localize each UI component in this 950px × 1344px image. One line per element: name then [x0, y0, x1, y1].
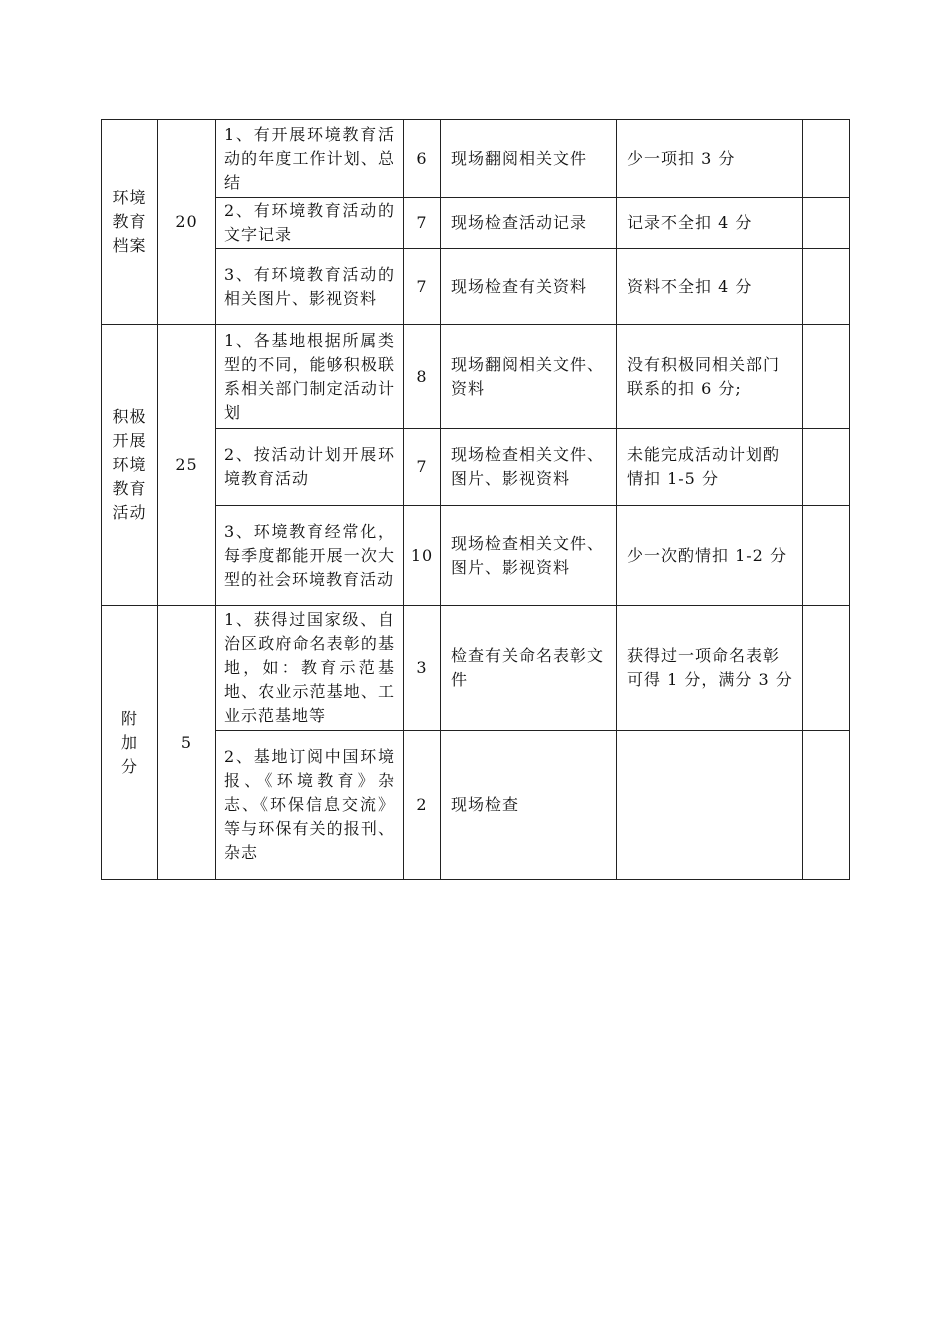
- check-method: 现场检查有关资料: [441, 249, 617, 325]
- item-text: 2、按活动计划开展环境教育活动: [216, 429, 404, 506]
- category-line: 教育: [112, 212, 147, 231]
- check-method: 检查有关命名表彰文件: [441, 606, 617, 731]
- table-row: [102, 120, 850, 198]
- category-line: 分: [120, 756, 138, 776]
- section-score: 25: [158, 325, 216, 606]
- item-text: 1、有开展环境教育活动的年度工作计划、总结: [216, 120, 404, 198]
- item-points: 6: [404, 120, 441, 198]
- deduction-rule: [617, 731, 803, 880]
- item-text: 2、基地订阅中国环境报、《环境教育》杂志、《环保信息交流》等与环保有关的报刊、杂志: [216, 731, 404, 880]
- category-cell: [102, 325, 158, 606]
- deduction-rule: 未能完成活动计划酌情扣 1-5 分: [617, 429, 803, 506]
- check-method: 现场检查相关文件、图片、影视资料: [441, 506, 617, 606]
- section-score: 20: [158, 120, 216, 325]
- category-line: 附: [120, 708, 138, 728]
- remark-cell: [803, 429, 850, 506]
- deduction-rule: 获得过一项命名表彰可得 1 分，满分 3 分: [617, 606, 803, 731]
- category-cell: [102, 120, 158, 325]
- category-line: 开展: [112, 431, 147, 450]
- check-method: 现场翻阅相关文件: [441, 120, 617, 198]
- deduction-rule: 少一次酌情扣 1-2 分: [617, 506, 803, 606]
- category-line: 环境: [112, 188, 147, 207]
- remark-cell: [803, 506, 850, 606]
- scoring-table: [101, 119, 850, 880]
- remark-cell: [803, 325, 850, 429]
- item-points: 2: [404, 731, 441, 880]
- check-method: 现场检查: [441, 731, 617, 880]
- category-line: 教育: [112, 479, 147, 498]
- remark-cell: [803, 249, 850, 325]
- remark-cell: [803, 120, 850, 198]
- category-line: 档案: [112, 236, 147, 255]
- check-method: 现场检查活动记录: [441, 198, 617, 249]
- item-text: 3、环境教育经常化，每季度都能开展一次大型的社会环境教育活动: [216, 506, 404, 606]
- remark-cell: [803, 731, 850, 880]
- item-points: 3: [404, 606, 441, 731]
- item-text: 1、各基地根据所属类型的不同，能够积极联系相关部门制定活动计划: [216, 325, 404, 429]
- table-row: [102, 325, 850, 429]
- item-points: 7: [404, 249, 441, 325]
- section-score: 5: [158, 606, 216, 880]
- deduction-rule: 没有积极同相关部门联系的扣 6 分;: [617, 325, 803, 429]
- category-line: 加: [120, 732, 138, 752]
- deduction-rule: 记录不全扣 4 分: [617, 198, 803, 249]
- remark-cell: [803, 606, 850, 731]
- item-points: 7: [404, 198, 441, 249]
- category-line: 积极: [112, 407, 147, 426]
- category-cell: [102, 606, 158, 880]
- item-points: 7: [404, 429, 441, 506]
- item-points: 8: [404, 325, 441, 429]
- deduction-rule: 少一项扣 3 分: [617, 120, 803, 198]
- check-method: 现场检查相关文件、图片、影视资料: [441, 429, 617, 506]
- category-line: 环境: [112, 455, 147, 474]
- item-text: 3、有环境教育活动的相关图片、影视资料: [216, 249, 404, 325]
- item-text: 1、获得过国家级、自治区政府命名表彰的基地，如：教育示范基地、农业示范基地、工业示范基地等: [216, 606, 404, 731]
- category-line: 活动: [112, 503, 147, 522]
- check-method: 现场翻阅相关文件、资料: [441, 325, 617, 429]
- table-row: [102, 606, 850, 731]
- deduction-rule: 资料不全扣 4 分: [617, 249, 803, 325]
- item-text: 2、有环境教育活动的文字记录: [216, 198, 404, 249]
- item-points: 10: [404, 506, 441, 606]
- remark-cell: [803, 198, 850, 249]
